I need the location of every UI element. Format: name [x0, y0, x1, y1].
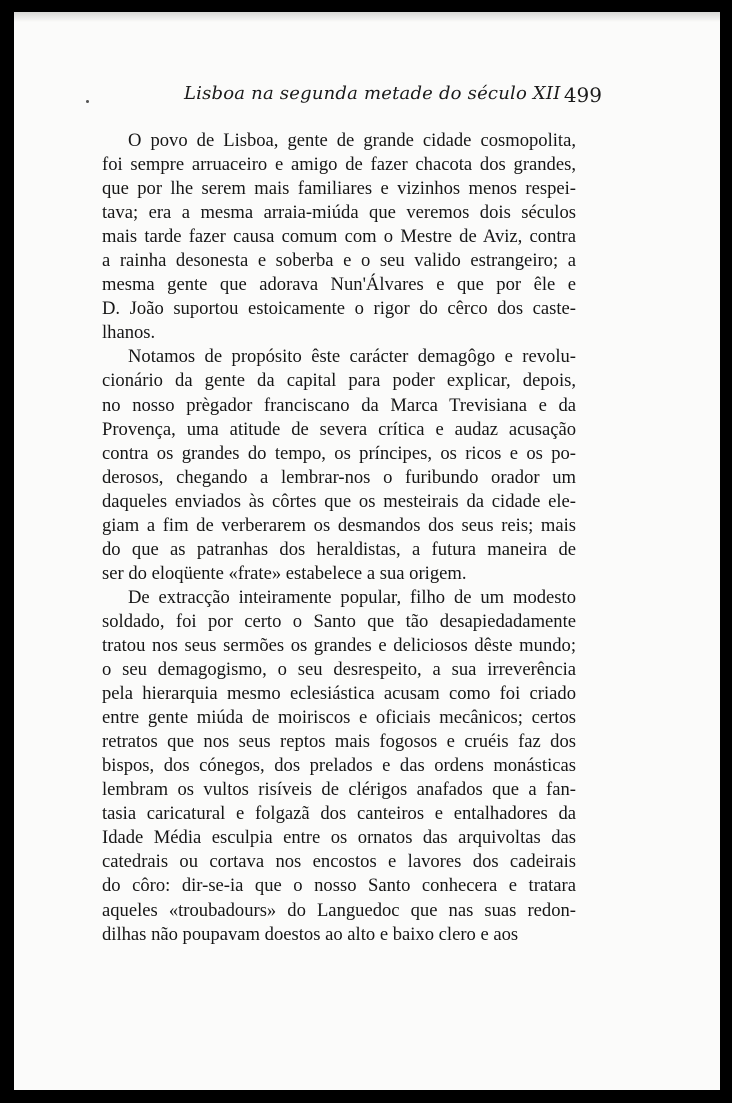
text-line: cionário da gente da capital para poder explicar, depois,: [102, 370, 576, 392]
text-line: derosos, chegando a lembrar-nos o furibundo orador um: [102, 466, 576, 488]
text-line: contra os grandes do tempo, os príncipes, os ricos e os po-: [102, 442, 576, 464]
text-line: do que as patranhas dos heraldistas, a futura maneira de: [102, 538, 576, 560]
text-line: aqueles «troubadours» do Languedoc que nas suas redon-: [102, 899, 576, 921]
text-line: do côro: dir-se-ia que o nosso Santo conhecera e tratara: [102, 875, 576, 897]
text-line: giam a fim de verberarem os desmandos dos seus reis; mais: [102, 514, 576, 536]
text-line: retratos que nos seus reptos mais fogosos e cruéis faz dos: [102, 731, 576, 753]
running-title: Lisboa na segunda metade do século XII: [184, 83, 561, 104]
text-line: ser do eloqüente «frate» estabelece a sua origem.: [102, 562, 467, 584]
text-line: lhanos.: [102, 322, 156, 344]
text-line: tava; era a mesma arraia-miúda que veremos dois séculos: [102, 202, 576, 224]
text-line: D. João suportou estoicamente o rigor do cêrco dos caste-: [102, 298, 576, 320]
text-line: dilhas não poupavam doestos ao alto e baixo clero e aos: [102, 923, 519, 945]
text-line: lembram os vultos risíveis de clérigos anafados que a fan-: [102, 779, 576, 801]
text-line: no nosso prègador franciscano da Marca Trevisiana e da: [102, 394, 576, 416]
page-edge-shadow: [14, 12, 720, 22]
text-line: foi sempre arruaceiro e amigo de fazer chacota dos grandes,: [102, 154, 576, 176]
text-line: bispos, dos cónegos, dos prelados e das ordens monásticas: [102, 755, 576, 777]
body-text: [102, 129, 576, 947]
text-line: Provença, uma atitude de severa crítica e audaz acusação: [102, 418, 576, 440]
text-line: pela hierarquia mesmo eclesiástica acusam como foi criado: [102, 683, 576, 705]
text-line: De extracção inteiramente popular, filho de um modesto: [128, 586, 576, 608]
paragraph: [102, 345, 576, 585]
ink-speck: [86, 100, 89, 103]
text-line: mesma gente que adorava Nun'Álvares e que por êle e: [102, 274, 576, 296]
text-line: soldado, foi por certo o Santo que tão desapiedadamente: [102, 610, 576, 632]
page-number: 499: [563, 83, 602, 107]
running-head: [116, 80, 602, 110]
text-line: que por lhe serem mais familiares e vizinhos menos respei-: [102, 178, 576, 200]
text-line: O povo de Lisboa, gente de grande cidade cosmopolita,: [128, 130, 576, 151]
text-line: entre gente miúda de moiriscos e oficiais mecânicos; certos: [102, 707, 576, 729]
text-line: Notamos de propósito êste carácter demagôgo e revolu-: [128, 346, 576, 368]
text-line: daqueles enviados às côrtes que os mesteirais da cidade ele-: [102, 490, 576, 512]
text-line: a rainha desonesta e soberba e o seu valido estrangeiro; a: [102, 250, 576, 272]
text-line: catedrais ou cortava nos encostos e lavores dos cadeirais: [102, 851, 576, 873]
paragraph: [102, 129, 576, 345]
book-page: [14, 12, 720, 1090]
paragraph: [102, 586, 576, 947]
text-line: tratou nos seus sermões os grandes e deliciosos dêste mundo;: [102, 634, 576, 656]
text-line: tasia caricatural e folgazã dos canteiros e entalhadores da: [102, 803, 576, 825]
text-line: mais tarde fazer causa comum com o Mestre de Aviz, contra: [102, 226, 576, 248]
text-line: Idade Média esculpia entre os ornatos das arquivoltas das: [102, 827, 576, 849]
text-line: o seu demagogismo, o seu desrespeito, a sua irreverência: [102, 659, 576, 681]
